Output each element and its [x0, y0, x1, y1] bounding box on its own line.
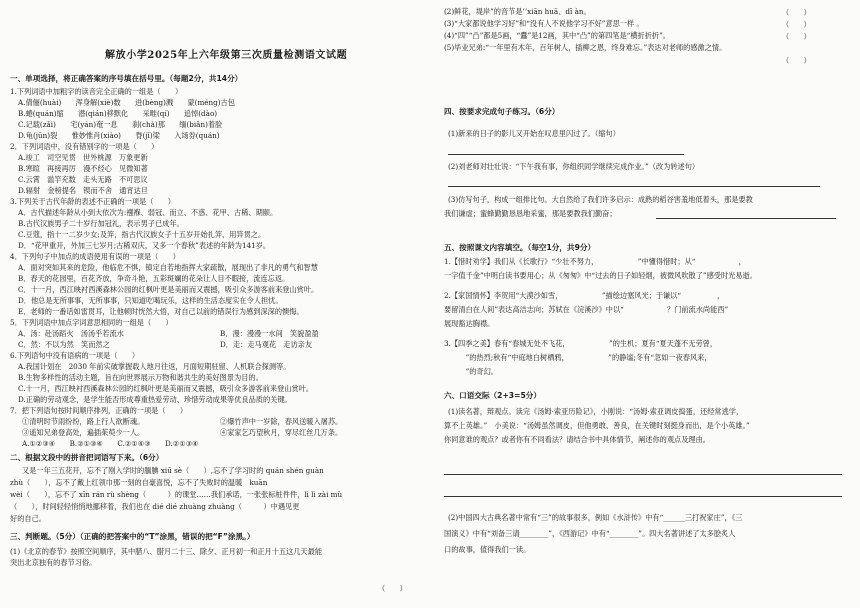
- q2-option-a: A.竣工 司空见贯 世外桃源 万象更新: [18, 153, 148, 162]
- q6-option-b: B.生物多样性的活动主题，旨在向世界展示万物和谐共生的美好图景为目的。: [18, 373, 263, 382]
- s3-q4-answer-box[interactable]: （ ）: [782, 32, 811, 41]
- s4-q2-answer-line[interactable]: [448, 186, 820, 187]
- q4-option-c: C．十一月，西江映衬西溪森林公园的红枫叶更是美丽而又震撼，吸引众多游客前来登山赏叶。: [18, 285, 319, 294]
- s2-paragraph-line-3: wèi（ ），忘不了 xīn rán rù shèng（ ）的课堂……我们承诺，一张张标桩件件，lì lì zài mù: [10, 490, 343, 499]
- s3-q2: (2)鲜花，堤岸”的音节是’’xiān huā、dī àn。: [444, 7, 591, 16]
- s4-q3-line-2: 我们谦虚；蜜蜂勤勤恳恳地采蜜，那是要教我们勤奋；: [444, 209, 617, 218]
- q4-stem: 4．下列句子中加点的成语使用有误的一项是（ ）: [10, 252, 180, 261]
- q1-option-a: A.倩俪(huài) 浑身解(xiè)数 迸(bèng)溅 蒙(méng)古包: [18, 98, 235, 107]
- section-1-heading: 一、单项选择，将正确答案的序号填在括号里。（每题2分，共14分）: [10, 74, 243, 83]
- q3-option-c: C.豆蔻，指十一二岁少女;及笄，指古代汉族女子十五岁开始扎笄，用笄贯之。: [18, 230, 266, 239]
- q6-stem: 6.下列语句中没有语病的一项是（ ）: [10, 351, 140, 360]
- exam-title: 解放小学2025年上六年级第三次质量检测语文试题: [105, 50, 348, 61]
- s4-q1-answer-line[interactable]: [448, 154, 684, 155]
- section-3-heading: 三、判断题。（5分）（正确的把答案中的“T”涂黑，错误的把“F”涂黑。）: [10, 532, 255, 541]
- q4-option-a: A．面对突如其来的危险，他临危不惧，镇定自若地指挥大家疏散，展现出了非凡的勇气和智慧: [18, 263, 318, 272]
- q7-item-3: ③遥知兄弟登高处，遍插茱萸少一人。: [22, 428, 145, 437]
- q6-option-c: C.十一月，西江映衬西溪森林公园的红枫叶更是美丽而又震撼，吸引众多游客前来登山赏叶。: [18, 384, 314, 393]
- s6-q1-line-2: 算不上英雄。” 小美说：“汤姆虽然调皮，但他勇敢、善良，在关键时刻挺身而出，是个小英雄。”: [444, 421, 750, 430]
- s2-paragraph-line-4: （ ），时间轻轻悄悄地挪移着，我们也在 dié dié zhuàng zhuàng（ ）中遇见更: [10, 502, 300, 511]
- q5-option-d: D．走：走马观花 走访亲友: [220, 340, 313, 349]
- s5-q3-line-2: ”的热烈;秋有“中庭地白树栖鸦， ”的静谧;冬有“忽如一夜春风来，: [444, 353, 744, 362]
- s5-q1-line-1: 1.【惜时劝学】我们从《长歌行》“少壮不努力， ”中懂得惜时；从“ ，: [444, 257, 746, 266]
- q4-option-d: D．他总是无所事事，无所事事，只知道吃喝玩乐，这样的生活态度实在令人担忧。: [18, 296, 283, 305]
- s3-q1-line-1: (1)《北京的春节》按照空间顺序，其中腊八、腊月二十三、除夕、正月初一和正月十五这几天最能: [10, 547, 323, 556]
- q1-stem: 1.下列词语中加粗字的读音完全正确的一组是（ ）: [10, 87, 183, 96]
- q7-options: A.①②③④ B.②①③④ C.②①④③ D.②①③④: [22, 439, 199, 448]
- s6-q2-line-2: 国演义》中有“刘备三请________”，《西游记》中有“________”。四大名著讲述了太多脍炙人: [444, 529, 736, 538]
- q3-option-a: A．古代描述年龄从小到大依次为:襁褓、弱冠、而立、不惑、花甲、古稀、期颐。: [18, 208, 278, 217]
- s3-q2-answer-box[interactable]: （ ）: [782, 8, 811, 17]
- q5-option-b: B．漫：漫漫一水间 笑貌盈盈: [220, 329, 319, 338]
- q1-option-b: B.蜷(quán)缩 潜(qián)移默化 采畦(qí) 追悼(dào): [18, 109, 218, 118]
- s5-q2-line-2: 要留清白在人间”表达高洁志向；苏轼在《浣溪沙》中以“ ？门前流水尚能西”: [444, 305, 729, 314]
- s3-q1-answer-box[interactable]: （ ）: [378, 584, 407, 593]
- q2-stem: 2．下列词语中，没有错别字的一项是（ ）: [10, 142, 159, 151]
- q7-item-1: ①清明时节雨纷纷，路上行人欲断魂。: [22, 417, 145, 426]
- q5-option-c: C．然：不以为然 笑而然之: [18, 340, 110, 349]
- q1-option-c: C.记载(zǎi) 宅(yán)奄一息 刹(chà)那 缅(biǎn)着脸: [18, 120, 223, 129]
- s5-q2-line-3: 展现豁达胸襟。: [444, 319, 495, 328]
- s6-q1-answer-line-2[interactable]: [444, 496, 842, 497]
- s3-q5-answer-box[interactable]: （ ）: [782, 56, 811, 65]
- s5-q1-line-2: 一字值千金”中明白读书要用心；从《匆匆》中“过去的日子如轻烟，被微风吹散了”感受时光易逝。: [444, 271, 757, 280]
- s2-paragraph-line-2: zhù（ ），忘不了戴上红领巾那一刻的自豪喜悦，忘不了失败时的温暖 kuān: [10, 478, 268, 487]
- section-5-heading: 五、按照课文内容填空。（每空1分，共9分）: [444, 243, 596, 252]
- section-6-heading: 六、口语交际（2+3=5分）: [444, 391, 541, 400]
- q4-option-b: B．春天的花园里，百花齐放，争奇斗艳，五彩斑斓的花朵让人目不暇接，流连忘返。: [18, 274, 290, 283]
- s3-q1-line-2: 突出北京独有的春节习俗。: [10, 558, 97, 567]
- s6-q1-line-3: 你同意谁的观点？或者你有不同看法？请结合书中具体情节，阐述你的观点及理由。: [444, 435, 710, 444]
- q3-option-b: B.古代汉族男子二十岁行加冠礼，表示男子已成年。: [18, 219, 184, 228]
- s4-q3-line-1: (3)仿写句子，构成一组排比句。大自然给了我们许多启示：成熟的稻谷害羞地低着头，那是要教: [448, 195, 753, 204]
- q2-option-d: D.辐射 金榜提名 锲而不舍 通宵达旦: [18, 186, 148, 195]
- q5-option-a: A．汤：赴汤蹈火 汤汤乎若流水: [18, 329, 124, 338]
- q6-option-a: A.我国计划在 2030 年前实破掌握载人地月往返，月面短期驻留、人机联合探测等。: [18, 362, 291, 371]
- s5-q2-line-1: 2.【家国情怀】李贺用“大漠沙如雪， ”描绘边塞风光；于谦以“ ，: [444, 291, 725, 300]
- s3-q3-answer-box[interactable]: （ ）: [782, 20, 811, 29]
- s3-q5: (5)毕业兄弟:“一年里有木年，百年树人，插柳之恩，终身难忘。”表达对老师的感激之情。: [444, 43, 727, 52]
- s5-q3-line-1: 3.【四季之美】春有“春城无处不飞花， ”的生机；夏有“夏天蓬不无劳曾，: [444, 339, 750, 348]
- q2-option-b: B.寒暄 再接再厉 漫不经心 见微知著: [18, 164, 148, 173]
- s6-q1-answer-line-1[interactable]: [444, 474, 842, 475]
- q3-option-d: D．“花甲重开，外加三七岁月;古稀双庆，又多一个春秋”表述的年龄为141岁。: [18, 241, 271, 250]
- q4-option-e: E．老师的一番话如雷贯耳，让他顿时恍然大悟，对自己以前的错误行为感到深深的懊悔。: [18, 307, 304, 316]
- s3-q3: (3)“大家都说他学习好”和“没有人不说他学习不好”意思一样 。: [444, 19, 644, 28]
- q7-stem: 7．把下列语句按时间顺序排列，正确的一项是（ ）: [10, 406, 188, 415]
- s2-paragraph-line-1: 又是一年三五花开，忘不了刚入学时的腼腆 xiū sè（ ）,忘不了学习时的 quán shén guàn: [22, 466, 324, 475]
- s4-q3-answer-line[interactable]: [656, 218, 836, 219]
- q3-stem: 3.下列关于古代年龄的表述不正确的一项是（ ）: [10, 197, 175, 206]
- s4-q2: (2)刘老师对壮壮说：“下午我有事，你组织同学继续完成作业。”（改为转述句）: [448, 162, 700, 171]
- s2-paragraph-line-5: 好的自己。: [10, 514, 46, 523]
- q7-item-2: ②爆竹声中一岁除，春风送暖入屠苏。: [220, 417, 343, 426]
- q6-option-d: D.正确的劳动观念，是学生能否形成尊重热爱劳动、珍惜劳动成果等优良品质的关键。: [18, 395, 292, 404]
- q1-option-d: D.龟(jūn)裂 惟妙惟肖(xiào) 脊(jǐ)梁 入场券(quán): [18, 131, 220, 140]
- s6-q2-line-1: (2)中国四大古典名著中常有“三”的故事很多，例如《水浒传》中有“______三打祝家庄”，《三: [448, 513, 743, 522]
- section-4-heading: 四、按要求完成句子练习。（6分）: [444, 107, 560, 116]
- q7-item-4: ④家家乞巧望秋月，穿尽红丝几万条。: [220, 428, 343, 437]
- s6-q2-line-3: 口的故事，值得我们一读。: [444, 545, 531, 554]
- s3-q4: (4)“四”“凸”都是5画，“蠹”是12画，其中“凸”的第四笔是“横折折折”。: [444, 31, 670, 40]
- q5-stem: 5．下列词语中加点字词意思相同的一组是（ ）: [10, 318, 173, 327]
- s4-q1: (1)新来的日子的影儿又开始在叹息里闪过了。（缩句）: [448, 129, 620, 138]
- s6-q1-line-1: (1)读名著，辩观点。读完《汤姆·索亚历险记》，小刚说：“汤姆·索亚调皮捣蛋，还经常逃学，: [448, 407, 744, 416]
- section-2-heading: 二、根据文段中的拼音把词语写下来。（6分）: [10, 453, 164, 462]
- q2-option-c: C.云霄 滥竽充数 走头无路 不可思议: [18, 175, 148, 184]
- s5-q3-line-3: ”的奇幻。: [444, 367, 498, 376]
